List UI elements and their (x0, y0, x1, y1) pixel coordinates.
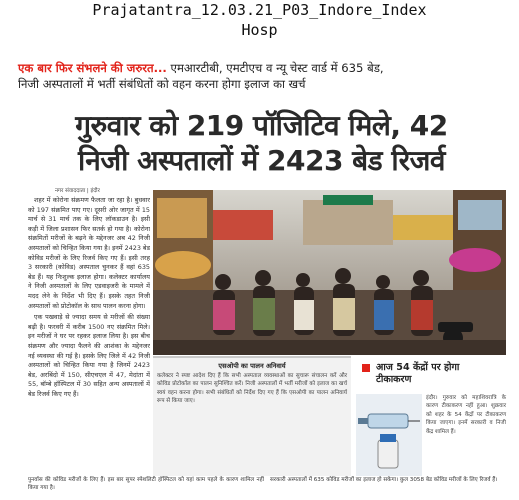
kicker-line-2: निजी अस्पतालों में भर्ती संबंधितों को वहन करना होगा इलाज का खर्च (18, 77, 306, 91)
syringe-icon (356, 394, 422, 476)
kicker (18, 60, 508, 92)
byline: नगर संवाददाता | इंदौर (55, 188, 100, 194)
sop-box-title: एसओपी का पालन अनिवार्य (218, 362, 286, 370)
kicker-red-text: एक बार फिर संभलने की जरुरत... (18, 61, 167, 75)
kicker-text: एमआरटीबी, एमटीएच व न्यू चेस्ट वार्ड में 635 बेड, (166, 61, 384, 75)
market-crowd-photo (153, 190, 506, 355)
vaccination-text: इंदौर। गुरुवार को महाशिवरात्रि के कारण टीकाकरण नहीं हुआ। शुक्रवार को शहर के 54 केंद्रों पर टीकाकरण किया जाएगा। इनमें सरकारी व निजी केंद्र शामिल हैं। (426, 395, 506, 435)
vaccination-box (356, 356, 506, 476)
vaccination-title-line-2: टीकाकरण (376, 374, 412, 385)
article-body (28, 196, 150, 474)
syringe-image (356, 394, 422, 476)
market-photo-illustration (153, 190, 506, 355)
vaccination-header (356, 356, 506, 392)
sop-box-text: कलेक्टर ने स्पष्ट आदेश दिए हैं कि सभी अस्पताल व्यवस्थाओं का सुचारू संचालन करें और कोविड प्रोटोकॉल का पालन सुनिश्चित करें। निजी अस्पतालों में भर्ती मरीजों को इलाज का खर्च स्वयं वहन करना होगा। सभी संबंधितों को निर्देश दिए गए हैं कि एसओपी का पालन अनिवार्य रूप से किया जाए। (157, 373, 347, 405)
body-paragraph-2: एक पखवाड़े से ज्यादा समय से मरीजों की संख्या बढ़ी है। फरवरी में करीब 1500 नए संक्रमित मिले। इन मरीजों ने घर पर रहकर इलाज लिया है। इस बीच संक्रमण और ज्यादा फैलने की आशंका के मद्देनजर नई व्यवस्था की गई है। इसके लिए जिले में 42 निजी अस्पतालों को चिन्हित किया गया है जिनमें 2423 बेड, अरबिंदो में 150, सीएचएल में 47, मेदांता में 55, बॉम्बे हॉस्पिटल में 30 सहित अन्य अस्पतालों में बेड रिजर्व किए गए हैं। (28, 313, 150, 398)
headline (14, 108, 509, 178)
vaccination-title-line-1: आज 54 केंद्रों पर होगा (376, 362, 460, 373)
sop-box (153, 356, 351, 476)
document-caption (0, 0, 519, 40)
headline-line-2: निजी अस्पतालों में 2423 बेड रिजर्व (78, 144, 445, 177)
vaccination-title (376, 362, 459, 386)
bottom-column-1: पुनर्वास की कोविड मरीजों के लिए हैं। इस बार सुपर स्पेशलिटी हॉस्पिटल को यहां काम पहले के कारण शामिल नहीं किया गया है। (28, 477, 264, 491)
body-paragraph-1: शहर में कोरोना संक्रमण फैलता जा रहा है। बुधवार को 197 संक्रमित पाए गए। दूसरी ओर जागृत में 15 मार्च से 31 मार्च तक के लिए लॉकडाउन है। इसी कड़ी में जिला प्रशासन फिर सतर्क हो गया है। कोरोना संक्रमितों मरीजों के बढ़ने के मद्देनजर अब 42 निजी अस्पतालों को चिन्हित किया गया है। इनमें 2423 बेड कोविड मरीजों के लिए रिजर्व किए गए हैं। इसी तरह 3 सरकारी (कोविड) अस्पताल चुनकर हैं वहां 635 बेड हैं। यह निःशुल्क इलाज होगा। कलेक्टर कार्यालय ने निजी अस्पतालों के लिए एडवाइजरी के मामले में मदद लेने के निर्देश भी दिए हैं। इसके तहत निजी अस्पतालों को प्रोटोकॉल के साथ पालन करना होगा। (28, 196, 150, 310)
bottom-column-2: सरकारी अस्पतालों में 635 कोविड मरीजों का इलाज हो सकेगा। कुल 3058 बेड कोविड मरीजों के लिए रिजर्व हैं। (270, 477, 498, 483)
headline-line-1: गुरुवार को 219 पॉजिटिव मिले, 42 (75, 109, 448, 142)
bottom-text-band (28, 476, 506, 500)
caption-line-1: Prajatantra_12.03.21_P03_Indore_Index (92, 1, 427, 19)
caption-line-2: Hosp (241, 21, 278, 39)
